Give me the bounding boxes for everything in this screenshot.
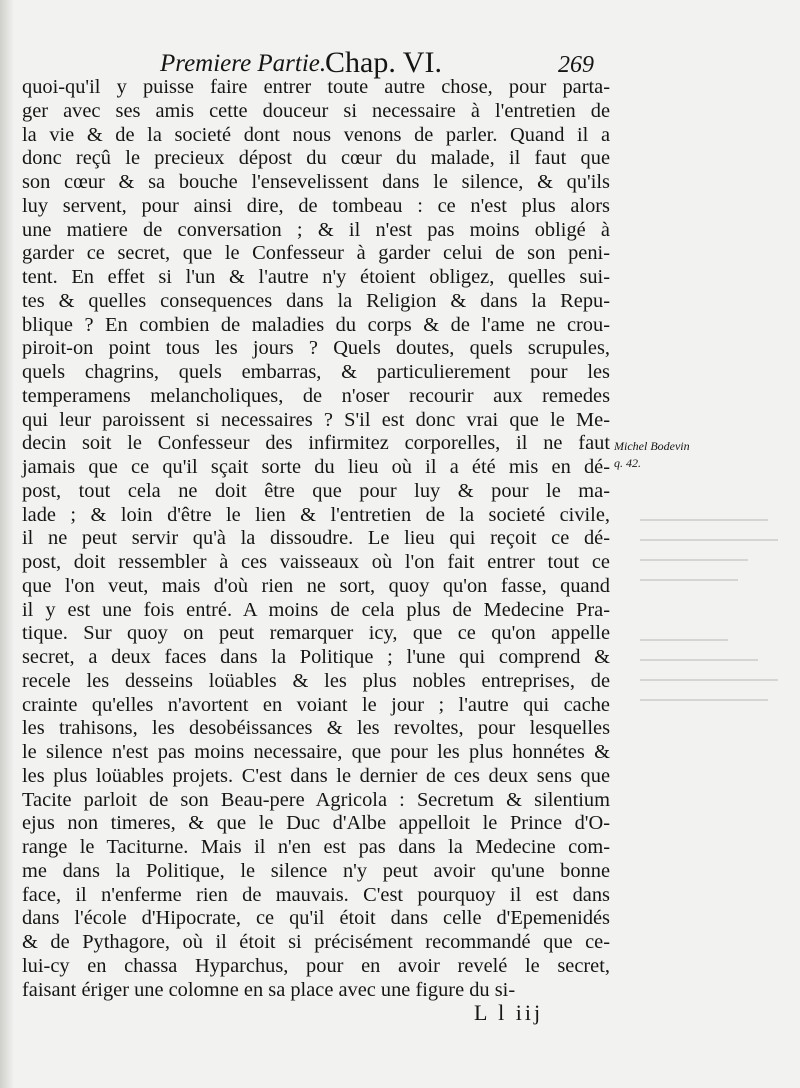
text-line: faisant ériger une colomne en sa place avec une figure du si- (22, 978, 516, 1001)
text-line: Tacite parloit de son Beau-pere Agricola : Secretum & silentium (22, 788, 610, 811)
text-line: son cœur & sa bouche l'ensevelissent dans le silence, & qu'ils (22, 171, 610, 193)
text-line: range le Taciturne. Mais il n'en est pas dans la Medecine com- (22, 836, 610, 858)
text-line: garder ce secret, que le Confesseur à garder celui de son peni- (22, 242, 610, 265)
text-line: jamais que ce qu'il sçait sorte du lieu où il a été mis en dé- (22, 456, 610, 478)
margin-note (614, 438, 734, 472)
text-line: donc reçû le precieux dépost du cœur du malade, il faut que (22, 147, 610, 170)
show-through-bleed (628, 500, 800, 720)
text-line: piroit-on point tous les jours ? Quels doutes, quels scrupules, (22, 337, 610, 360)
text-line: temperamens melancholiques, de n'oser recourir aux remedes (22, 384, 610, 407)
body-text (22, 76, 610, 1002)
text-line: dans l'école d'Hipocrate, ce qu'il étoit dans celle d'Epemenidés (22, 907, 610, 930)
text-line: secret, a deux faces dans la Politique ; l'une qui comprend & (22, 646, 610, 668)
text-line: me dans la Politique, le silence n'y peut avoir qu'une bonne (22, 859, 610, 882)
text-line: face, il n'enferme rien de mauvais. C'est pourquoy il est dans (22, 883, 610, 906)
margin-note-author: Michel Bodevin (614, 439, 690, 453)
text-line: il y est une fois entré. A moins de cela plus de Medecine Pra- (22, 598, 610, 621)
text-line: il ne peut servir qu'à la dissoudre. Le lieu qui reçoit ce dé- (22, 527, 610, 550)
text-line: tes & quelles consequences dans la Religion & dans la Repu- (22, 289, 610, 312)
text-line: quels chagrins, quels embarras, & particulierement pour les (22, 361, 610, 383)
text-line: une matiere de conversation ; & il n'est pas moins obligé à (22, 218, 610, 241)
text-line: tique. Sur quoy on peut remarquer icy, que ce qu'on appelle (22, 622, 610, 645)
text-line: quoi-qu'il y puisse faire entrer toute autre chose, pour parta- (22, 76, 610, 98)
text-line: que l'on veut, mais d'où rien ne sort, quoy qu'on fasse, quand (22, 574, 610, 597)
page-number: 269 (558, 52, 594, 78)
text-line: ejus non timeres, & que le Duc d'Albe appelloit le Prince d'O- (22, 812, 610, 835)
chapter-heading: Chap. VI. (325, 46, 442, 79)
page-edge-shadow (0, 0, 14, 1088)
text-line: la vie & de la societé dont nous venons de parler. Quand il a (22, 123, 610, 146)
text-line: crainte qu'elles n'avortent en voiant le jour ; l'autre qui cache (22, 693, 610, 716)
signature-mark: L l iij (474, 1000, 544, 1025)
text-line: lade ; & loin d'être le lien & l'entretien de la societé civile, (22, 503, 610, 526)
text-line: les plus loüables projets. C'est dans le dernier de ces deux sens que (22, 764, 610, 787)
text-line: luy servent, pour ainsi dire, de tombeau : ce n'est plus alors (22, 194, 610, 217)
text-line: recele les desseins loüables & les plus nobles entreprises, de (22, 669, 610, 692)
text-line: le silence n'est pas moins necessaire, que pour les plus honnétes & (22, 741, 610, 763)
text-line: les trahisons, les desobéissances & les revoltes, pour lesquelles (22, 717, 610, 740)
margin-note-reference: q. 42. (614, 456, 641, 470)
text-line: tent. En effet si l'un & l'autre n'y étoient obligez, quelles sui- (22, 266, 610, 288)
text-line: blique ? En combien de maladies du corps & de l'ame ne crou- (22, 313, 610, 336)
text-line: lui-cy en chassa Hyparchus, pour en avoir revelé le secret, (22, 954, 610, 977)
text-line: qui leur paroissent si necessaires ? S'il est donc vrai que le Me- (22, 408, 610, 431)
running-title: Premiere Partie. (160, 50, 327, 77)
text-line: decin soit le Confesseur des infirmitez corporelles, il ne faut (22, 432, 610, 455)
text-line: post, tout cela ne doit être que pour luy & pour le ma- (22, 479, 610, 502)
text-line: post, doit ressembler à ces vaisseaux où l'on fait entrer tout ce (22, 551, 610, 573)
text-line: & de Pythagore, où il étoit si précisément recommandé que ce- (22, 931, 610, 953)
text-line: ger avec ses amis cette douceur si necessaire à l'entretien de (22, 99, 610, 122)
